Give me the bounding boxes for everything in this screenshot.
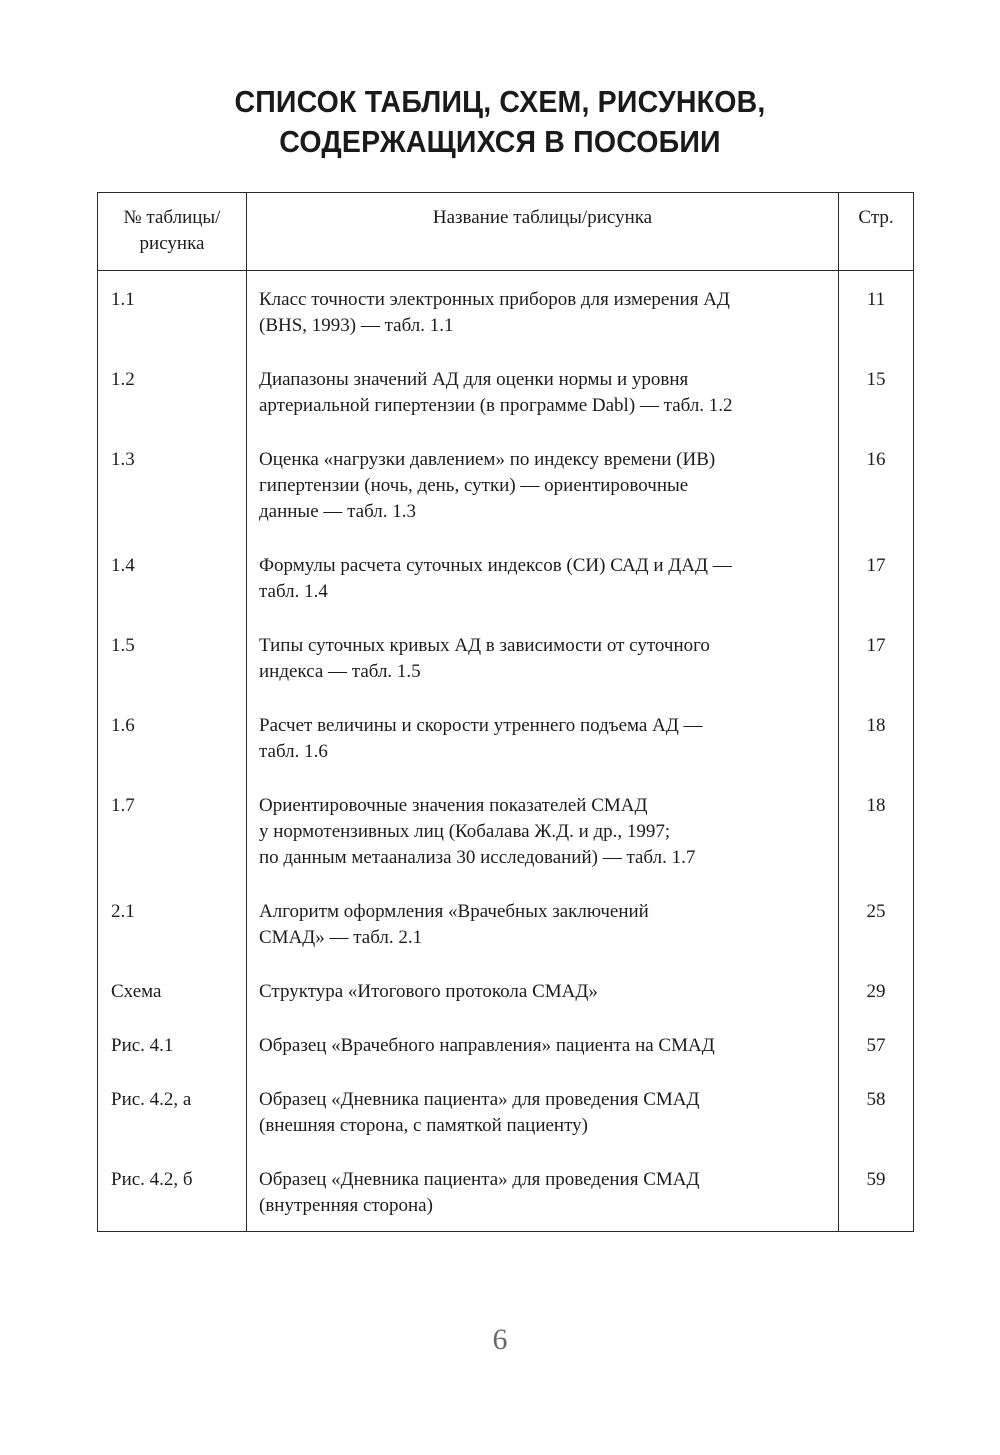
row-title-line: у нормотензивных лиц (Кобалава Ж.Д. и др., 1997;: [259, 821, 671, 842]
table-row: [98, 777, 914, 883]
row-page-number: 11: [866, 289, 886, 310]
row-title-cell: [247, 537, 839, 617]
row-title-cell: [247, 963, 839, 1017]
page-title-line-2: СОДЕРЖАЩИХСЯ В ПОСОБИИ: [279, 124, 721, 159]
row-number: 1.3: [111, 449, 135, 470]
row-title-line: Оценка «нагрузки давлением» по индексу времени (ИВ): [259, 449, 716, 470]
page-title-line-1: СПИСОК ТАБЛИЦ, СХЕМ, РИСУНКОВ,: [234, 84, 766, 119]
row-number-cell: [98, 271, 247, 352]
row-page-cell: [839, 883, 914, 963]
row-page-cell: [839, 537, 914, 617]
row-number: 1.2: [111, 369, 135, 390]
row-title-line: Расчет величины и скорости утреннего подъема АД —: [259, 715, 703, 736]
row-title-line: (BHS, 1993) — табл. 1.1: [259, 315, 454, 336]
header-name-label: Название таблицы/рисунка: [432, 207, 653, 228]
row-title-line: гипертензии (ночь, день, сутки) — ориентировочные: [259, 475, 689, 496]
table-row: [98, 1071, 914, 1151]
row-page-number: 29: [866, 981, 886, 1002]
row-number-cell: [98, 617, 247, 697]
row-title-line: артериальной гипертензии (в программе Dabl) — табл. 1.2: [259, 395, 733, 416]
row-title-cell: [247, 351, 839, 431]
row-number-cell: [98, 351, 247, 431]
row-page-number: 58: [866, 1089, 886, 1110]
row-title-line: СМАД» — табл. 2.1: [259, 927, 423, 948]
row-title-line: (внутренняя сторона): [259, 1195, 433, 1216]
header-number-label-line-1: № таблицы/: [123, 207, 221, 228]
table-row: [98, 271, 914, 352]
row-page-number: 18: [866, 715, 886, 736]
table-row: [98, 431, 914, 537]
row-page-number: 17: [866, 635, 886, 656]
row-number: 1.5: [111, 635, 135, 656]
table-row: [98, 697, 914, 777]
row-page-cell: [839, 1017, 914, 1071]
row-title-cell: [247, 271, 839, 352]
row-title-line: табл. 1.6: [259, 741, 328, 762]
row-number-cell: [98, 963, 247, 1017]
row-title-line: (внешняя сторона, с памяткой пациенту): [259, 1115, 588, 1136]
page-title: [40, 82, 960, 162]
row-page-cell: [839, 1151, 914, 1232]
row-page-number: 18: [866, 795, 886, 816]
row-title-line: табл. 1.4: [259, 581, 328, 602]
row-number-cell: [98, 537, 247, 617]
row-title-line: Формулы расчета суточных индексов (СИ) САД и ДАД —: [259, 555, 732, 576]
row-title-cell: [247, 617, 839, 697]
header-page-label: Стр.: [858, 207, 894, 228]
table-row: [98, 963, 914, 1017]
row-number: Схема: [111, 981, 162, 1002]
row-page-cell: [839, 431, 914, 537]
row-number-cell: [98, 1071, 247, 1151]
row-number: Рис. 4.2, б: [111, 1169, 193, 1190]
row-title-cell: [247, 1151, 839, 1232]
row-page-cell: [839, 963, 914, 1017]
table-row: [98, 351, 914, 431]
table-header-row: [98, 193, 914, 271]
row-number-cell: [98, 777, 247, 883]
row-number: Рис. 4.1: [111, 1035, 174, 1056]
header-page-cell: [839, 193, 914, 271]
row-page-number: 59: [866, 1169, 886, 1190]
row-title-line: Образец «Дневника пациента» для проведения СМАД: [259, 1169, 700, 1190]
row-title-line: индекса — табл. 1.5: [259, 661, 421, 682]
row-title-line: Класс точности электронных приборов для измерения АД: [259, 289, 730, 310]
row-page-number: 17: [866, 555, 886, 576]
row-title-line: Алгоритм оформления «Врачебных заключений: [259, 901, 649, 922]
row-title-line: данные — табл. 1.3: [259, 501, 417, 522]
row-title-cell: [247, 1017, 839, 1071]
row-title-cell: [247, 431, 839, 537]
row-page-cell: [839, 351, 914, 431]
row-title-line: Типы суточных кривых АД в зависимости от суточного: [259, 635, 710, 656]
table-row: [98, 617, 914, 697]
table-row: [98, 537, 914, 617]
row-page-number: 16: [866, 449, 886, 470]
header-number-label-line-2: рисунка: [139, 233, 205, 254]
page-number: 6: [492, 1323, 508, 1356]
row-title-line: Образец «Врачебного направления» пациента на СМАД: [259, 1035, 715, 1056]
row-title-line: Ориентировочные значения показателей СМАД: [259, 795, 648, 816]
row-number: 1.4: [111, 555, 135, 576]
row-number-cell: [98, 431, 247, 537]
row-title-cell: [247, 883, 839, 963]
row-page-cell: [839, 777, 914, 883]
header-number-cell: [98, 193, 247, 271]
contents-table: [97, 192, 914, 1232]
row-number: 2.1: [111, 901, 135, 922]
row-page-number: 15: [866, 369, 886, 390]
row-number: 1.7: [111, 795, 135, 816]
row-number-cell: [98, 1151, 247, 1232]
row-title-line: Диапазоны значений АД для оценки нормы и уровня: [259, 369, 689, 390]
row-page-number: 57: [866, 1035, 886, 1056]
row-title-cell: [247, 697, 839, 777]
row-number: 1.1: [111, 289, 135, 310]
table-row: [98, 883, 914, 963]
header-name-cell: [247, 193, 839, 271]
row-page-cell: [839, 697, 914, 777]
row-page-cell: [839, 617, 914, 697]
row-page-number: 25: [866, 901, 886, 922]
row-number-cell: [98, 697, 247, 777]
row-title-cell: [247, 777, 839, 883]
row-number-cell: [98, 883, 247, 963]
row-number: Рис. 4.2, а: [111, 1089, 192, 1110]
row-number: 1.6: [111, 715, 135, 736]
row-number-cell: [98, 1017, 247, 1071]
row-title-line: по данным метаанализа 30 исследований) — табл. 1.7: [259, 847, 696, 868]
table-row: [98, 1017, 914, 1071]
table-row: [98, 1151, 914, 1232]
row-page-cell: [839, 271, 914, 352]
row-page-cell: [839, 1071, 914, 1151]
row-title-cell: [247, 1071, 839, 1151]
row-title-line: Образец «Дневника пациента» для проведения СМАД: [259, 1089, 700, 1110]
row-title-line: Структура «Итогового протокола СМАД»: [259, 981, 598, 1002]
